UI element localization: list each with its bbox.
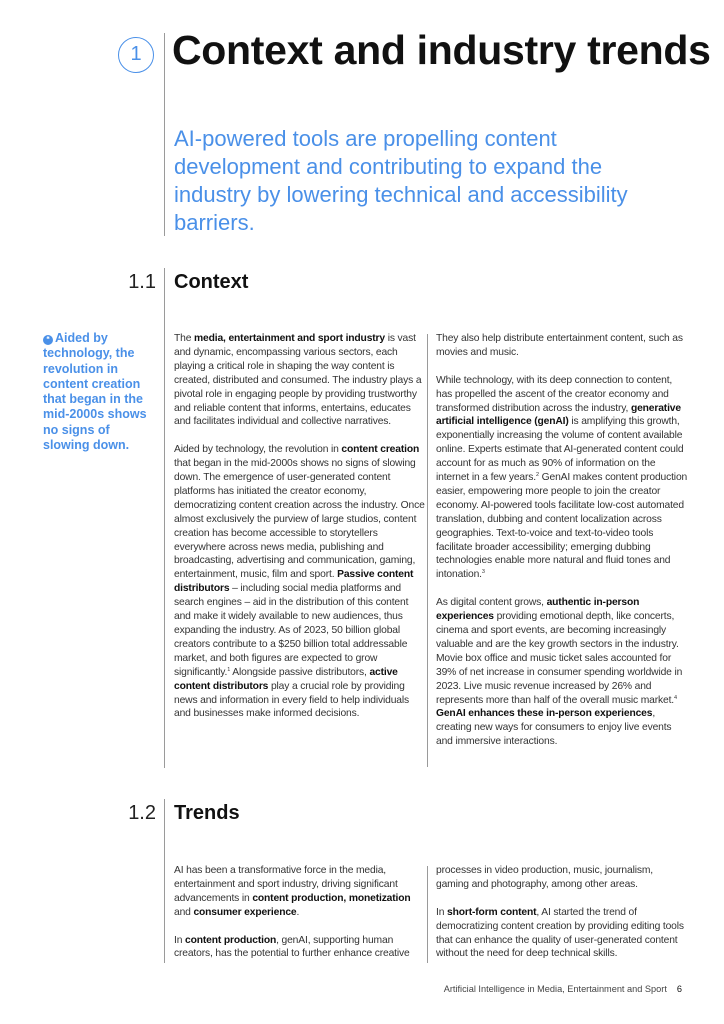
context-column-right: [436, 332, 688, 749]
chapter-title: Context and industry trends: [172, 27, 711, 73]
paragraph: The media, entertainment and sport industry is vast and dynamic, encompassing various sectors, each playing a critical role in shaping the way content is created, distributed and consumed. The industry plays a pivotal role in engaging people by providing trustworthy and reliable content that informs, entertains, educates and facilitates individual and collective narratives.: [174, 333, 422, 428]
column-divider: [427, 866, 428, 963]
paragraph: As digital content grows, authentic in-person experiences providing emotional depth, like concerts, cinema and sport events, are becoming increasingly valuable and are the key growth sectors in the industry. Movie box office and music ticket sales accounted for 39% of net increase in consumer spending worldwide in 2023. Live music revenue increased by 26% and represents more than half of the overall music market.$^4$ GenAI enhances these in-person experiences, creating new ways for consumers to enjoy live events and immersive interactions.: [436, 597, 683, 748]
paragraph: They also help distribute entertainment content, such as movies and music.: [436, 333, 683, 358]
paragraph: AI has been a transformative force in the media, entertainment and sport industry, driving significant advancements in content production, monetization and consumer experience.: [174, 865, 411, 918]
section-number: 1.1: [128, 271, 156, 293]
chapter-divider: [164, 33, 165, 236]
footer-title: Artificial Intelligence in Media, Entertainment and Sport: [443, 984, 667, 994]
quote-badge-icon: ❝: [43, 335, 53, 345]
pull-quote-text: Aided by technology, the revolution in content creation that began in the mid-2000s shows no signs of slowing down.: [43, 331, 147, 453]
paragraph: While technology, with its deep connection to content, has propelled the ascent of the creator economy and transformed distribution across the industry, generative artificial intelligence (genAI) is amplifying this growth, exponentially increasing the volume of content available online. Experts estimate that AI-generated content could account for as much as 90% of information on the internet in a few years.$^2$ GenAI makes content production easier, empowering more people to join the creator economy. AI-powered tools facilitate low-cost automated translation, dubbing and content localization across geographies. Text-to-voice and text-to-video tools facilitate broader accessibility; emerging dubbing technologies enable more natural and fluid tones and intonation.$^3$: [436, 374, 688, 581]
context-column-left: [174, 332, 426, 721]
section-number: 1.2: [128, 802, 156, 824]
trends-column-right: [436, 864, 688, 961]
column-divider: [427, 334, 428, 767]
footnote-ref[interactable]: 2: [536, 472, 539, 479]
chapter-subtitle: AI-powered tools are propelling content development and contributing to expand the industry by lowering technical and accessibility barriers.: [174, 126, 628, 235]
section-title: Context: [174, 271, 249, 293]
page-footer: [300, 984, 682, 994]
page-number: 6: [676, 984, 682, 994]
paragraph: Aided by technology, the revolution in content creation that began in the mid-2000s shows no signs of slowing down. The emergence of user-generated content platforms has initiated the creator economy, democratizing content creation across the industry. Once almost exclusively the purview of large studios, content creation has become accessible to storytellers everywhere across news media, publishing and broadcasting, advertising and communication, gaming, entertainment, music, film and sport. Passive content distributors – including social media platforms and search engines – aid in the distribution of this content and make it widely available to new audiences, thus expanding the industry. As of 2023, 50 billion global creators contribute to a $250 billion total addressable market, and both figures are expected to grow significantly.$^1$ Alongside passive distributors, active content distributors play a crucial role by providing news and information in every field to help individuals and businesses make informed decisions.: [174, 444, 425, 720]
section-title: Trends: [174, 802, 240, 824]
chapter-number-badge: 1: [118, 37, 154, 73]
pull-quote: [43, 331, 155, 453]
footnote-ref[interactable]: 4: [674, 694, 677, 701]
paragraph: processes in video production, music, journalism, gaming and photography, among other areas.: [436, 865, 653, 890]
section-divider: [164, 268, 165, 768]
trends-column-left: [174, 864, 426, 961]
paragraph: In content production, genAI, supporting human creators, has the potential to further enhance creative: [174, 934, 410, 960]
footnote-ref[interactable]: 1: [227, 666, 231, 673]
section-divider: [164, 799, 165, 963]
paragraph: In short-form content, AI started the trend of democratizing content creation by providing editing tools that can enhance the quality of user-generated content without the need for deep technical skills.: [436, 906, 684, 960]
footnote-ref[interactable]: 3: [481, 569, 485, 576]
